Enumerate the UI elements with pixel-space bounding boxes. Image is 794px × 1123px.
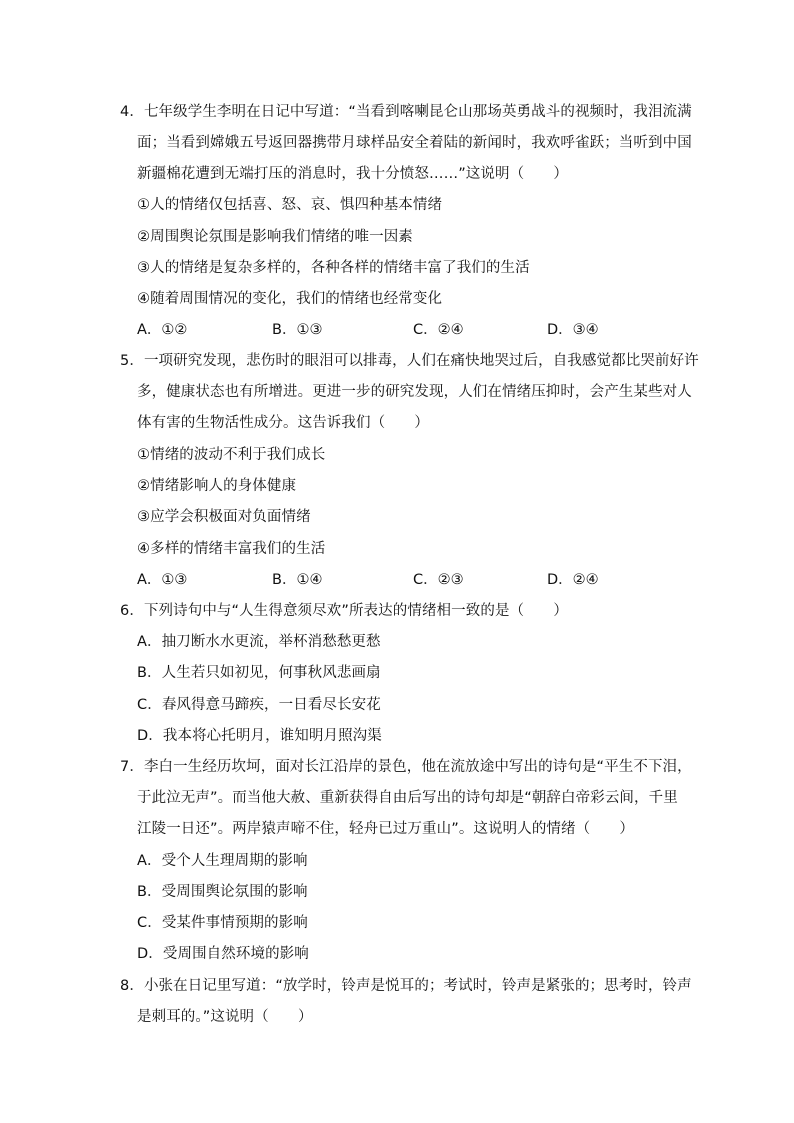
question-8-line-1 <box>120 976 692 996</box>
question-5-number: 5． <box>120 353 144 369</box>
question-5-statement-2: ②情绪影响人的身体健康 <box>137 478 297 494</box>
question-6-option-b[interactable]: B．人生若只如初见，何事秋风悲画扇 <box>137 665 381 681</box>
question-4-choice-a[interactable]: A．①② <box>137 322 188 338</box>
question-5-statement-1: ①情绪的波动不利于我们成长 <box>137 447 326 463</box>
question-5-statement-3: ③应学会积极面对负面情绪 <box>137 509 311 525</box>
question-5-choice-b[interactable]: B．①④ <box>272 572 323 588</box>
question-4-number: 4． <box>120 104 144 120</box>
question-7-number: 7． <box>120 759 144 775</box>
question-5-line-2: 多，健康状态也有所增进。更进一步的研究发现，人们在情绪压抑时，会产生某些对人 <box>137 384 692 400</box>
question-5-choice-d[interactable]: D．②④ <box>547 572 599 588</box>
question-5-choice-a[interactable]: A．①③ <box>137 572 188 588</box>
question-7-option-b[interactable]: B．受周围舆论氛围的影响 <box>137 884 308 900</box>
question-5-line-1 <box>120 351 699 371</box>
question-6-number: 6． <box>120 603 144 619</box>
question-5-line-3: 体有害的生物活性成分。这告诉我们（ ） <box>137 415 429 431</box>
question-4-statement-3: ③人的情绪是复杂多样的，各种各样的情绪丰富了我们的生活 <box>137 260 530 276</box>
question-8-line-2: 是刺耳的。”这说明（ ） <box>137 1009 313 1025</box>
question-4-stem: 七年级学生李明在日记中写道：“当看到喀喇昆仑山那场英勇战斗的视频时，我泪流满 <box>143 104 692 120</box>
question-4-choice-c[interactable]: C．②④ <box>413 322 464 338</box>
question-7-option-c[interactable]: C．受某件事情预期的影响 <box>137 915 308 931</box>
question-7-line-1 <box>120 757 692 777</box>
question-8-stem: 小张在日记里写道：“放学时，铃声是悦耳的；考试时，铃声是紧张的；思考时，铃声 <box>143 978 692 994</box>
question-4-line-3: 新疆棉花遭到无端打压的消息时，我十分愤怒……”这说明（ ） <box>137 166 569 182</box>
question-4-statement-1: ①人的情绪仅包括喜、怒、哀、惧四种基本情绪 <box>137 197 443 213</box>
question-6-line-1 <box>120 601 568 621</box>
question-8-number: 8． <box>120 978 144 994</box>
question-4-statement-4: ④随着周围情况的变化，我们的情绪也经常变化 <box>137 291 443 307</box>
question-6-stem: 下列诗句中与“人生得意须尽欢”所表达的情绪相一致的是（ ） <box>143 603 568 619</box>
question-5-statement-4: ④多样的情绪丰富我们的生活 <box>137 541 326 557</box>
question-4-line-2: 面；当看到嫦娥五号返回器携带月球样品安全着陆的新闻时，我欢呼雀跃；当听到中国 <box>137 135 692 151</box>
question-6-option-c[interactable]: C．春风得意马蹄疾，一日看尽长安花 <box>137 697 381 713</box>
question-5-choice-c[interactable]: C．②③ <box>413 572 464 588</box>
question-6-option-d[interactable]: D．我本将心托明月，谁知明月照沟渠 <box>137 728 382 744</box>
question-4-choice-b[interactable]: B．①③ <box>272 322 323 338</box>
question-7-stem: 李白一生经历坎坷，面对长江沿岸的景色，他在流放途中写出的诗句是“平生不下泪， <box>143 759 692 775</box>
question-7-option-d[interactable]: D．受周围自然环境的影响 <box>137 946 309 962</box>
question-7-line-2: 于此泣无声”。而当他大赦、重新获得自由后写出的诗句却是“朝辞白帝彩云间，千里 <box>137 790 678 806</box>
question-7-option-a[interactable]: A．受个人生理周期的影响 <box>137 853 308 869</box>
question-4-statement-2: ②周围舆论氛围是影响我们情绪的唯一因素 <box>137 229 413 245</box>
question-7-line-3: 江陵一日还”。两岸猿声啼不住，轻舟已过万重山”。这说明人的情绪（ ） <box>137 821 635 837</box>
question-4-choice-d[interactable]: D．③④ <box>547 322 599 338</box>
question-5-stem: 一项研究发现，悲伤时的眼泪可以排毒，人们在痛快地哭过后，自我感觉都比哭前好许 <box>143 353 699 369</box>
question-4-line-1 <box>120 102 692 122</box>
question-6-option-a[interactable]: A．抽刀断水水更流，举杯消愁愁更愁 <box>137 634 381 650</box>
